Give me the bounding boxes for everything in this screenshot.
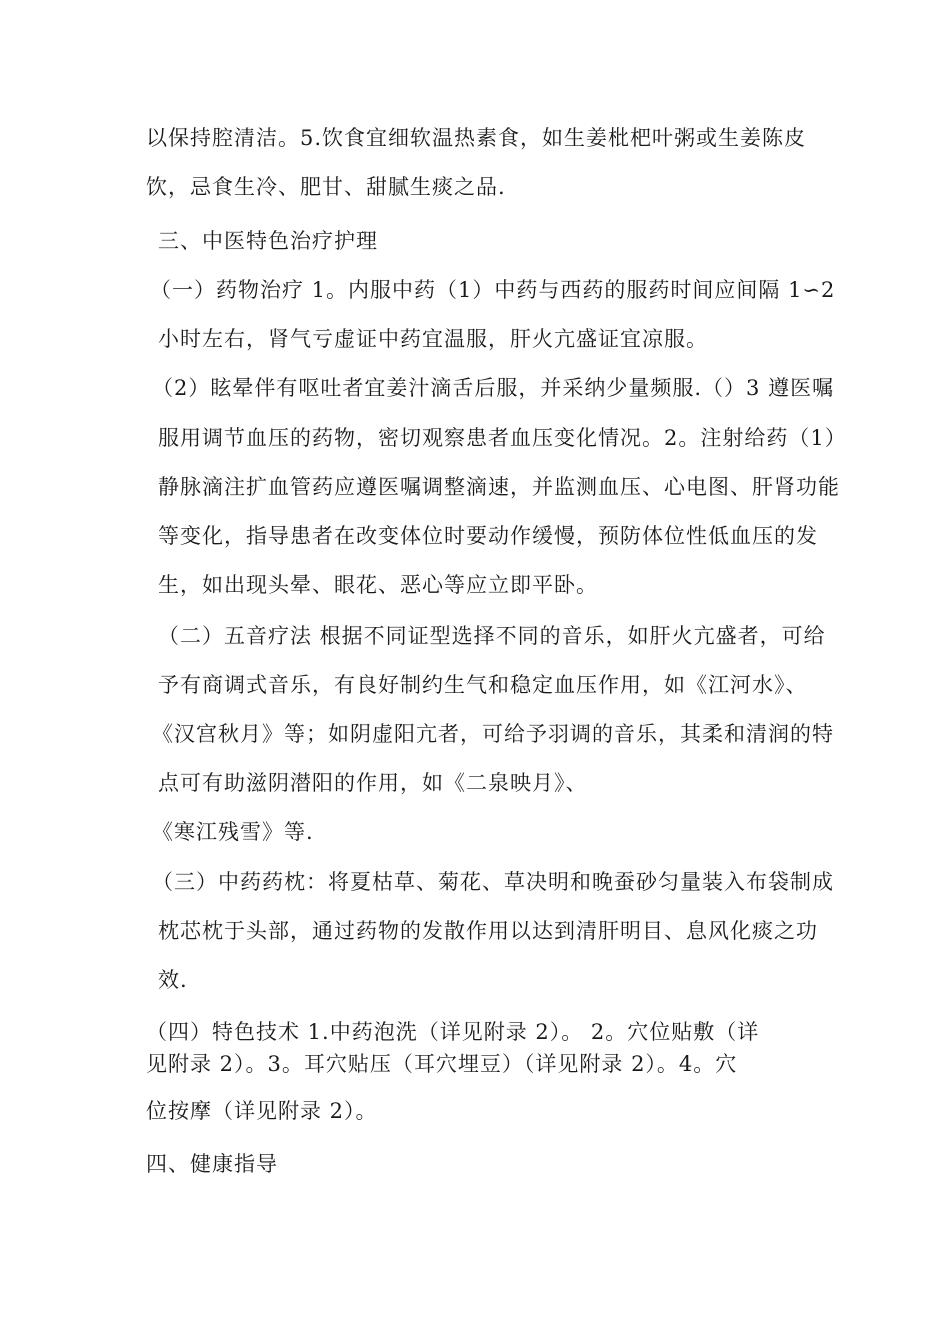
text-line: 位按摩（详见附录 2）。 (146, 1099, 378, 1123)
text-line: 静脉滴注扩血管药应遵医嘱调整滴速，并监测血压、心电图、肝肾功能 (158, 475, 840, 499)
section-heading: 三、中医特色治疗护理 (158, 229, 378, 253)
text-line: （一）药物治疗 1。内服中药（1）中药与西药的服药时间应间隔 1∽2 (150, 278, 836, 302)
section-heading: 四、健康指导 (146, 1152, 278, 1176)
text-line: 生，如出现头晕、眼花、恶心等应立即平卧。 (158, 573, 598, 597)
text-line: 饮，忌食生冷、肥甘、甜腻生痰之品. (146, 175, 506, 199)
text-line: 点可有助滋阴潜阳的作用，如《二泉映月》、 (158, 771, 588, 795)
text-line: 效. (158, 968, 188, 992)
text-line: 服用调节血压的药物，密切观察患者血压变化情况。2。注射给药（1） (158, 426, 847, 450)
text-line: 以保持腔清洁。5.饮食宜细软温热素食，如生姜枇杷叶粥或生姜陈皮 (146, 126, 807, 150)
text-line: 《汉宫秋月》等；如阴虚阳亢者，可给予羽调的音乐，其柔和清润的特 (152, 722, 834, 746)
text-line: 《寒江残雪》等. (152, 820, 314, 844)
text-line: 枕芯枕于头部，通过药物的发散作用以达到清肝明目、息风化痰之功 (158, 919, 818, 943)
text-line: （四）特色技术 1.中药泡洗（详见附录 2）。 2。穴位贴敷（详 (146, 1020, 760, 1044)
text-line: （二）五音疗法 根据不同证型选择不同的音乐，如肝火亢盛者，可给 (158, 624, 826, 648)
text-line: 等变化，指导患者在改变体位时要动作缓慢，预防体位性低血压的发 (158, 524, 818, 548)
text-line: 小时左右，肾气亏虚证中药宜温服，肝火亢盛证宜凉服。 (158, 327, 708, 351)
text-line: （2）眩晕伴有呕吐者宜姜汁滴舌后服，并采纳少量频服.（）3 遵医嘱 (152, 376, 835, 400)
text-line: 见附录 2）。3。耳穴贴压（耳穴埋豆）（详见附录 2）。4。穴 (146, 1052, 738, 1076)
text-line: （三）中药药枕：将夏枯草、菊花、草决明和晚蚕砂匀量装入布袋制成 (152, 870, 834, 894)
text-line: 予有商调式音乐，有良好制约生气和稳定血压作用，如《江河水》、 (158, 673, 808, 697)
